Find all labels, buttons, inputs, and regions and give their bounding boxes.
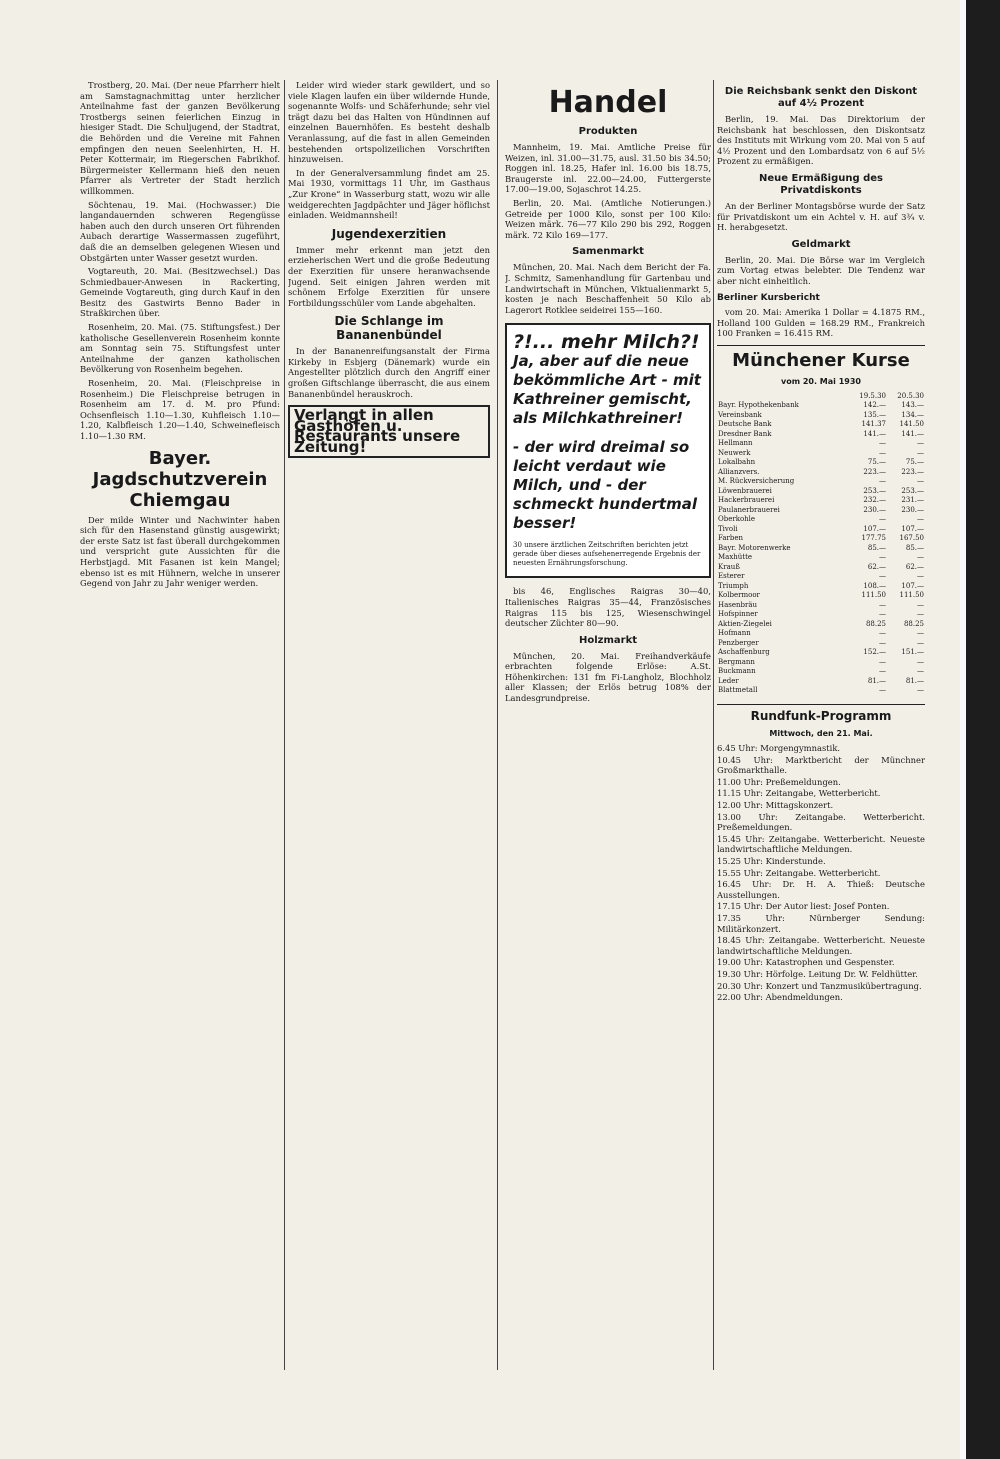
kurse-company: Bayr. Motorenwerke (718, 543, 791, 552)
kurse-company: Hasenbräu (718, 600, 758, 609)
kurse-value: — (879, 629, 886, 637)
article-generalversammlung: In der Generalversammlung findet am 25. Mai 1930, vormittags 11 Uhr, im Gasthaus „Zur Krone“ in Wasserburg statt, wozu wir alle weidgerechten Jagdpächter und Jäger höflichst einladen. Weidmannsheil! (288, 167, 490, 221)
kurse-value: — (879, 439, 886, 447)
heading-geldmarkt: Geldmarkt (791, 238, 851, 250)
kurse-value: 85.— (905, 543, 924, 552)
article-trostberg: Trostberg, 20. Mai. (Der neue Pfarrherr hielt am Samstagnachmittag unter herzlicher Anteilnahme fast der ganzen Bevölkerung Trostbergs seinen feierlichen Einzug in hiesiger Stadt. Die Schuljugend, der Stadtrat, die Behörden und die Vereine mit Fahnen empfingen den neuen Seelenhirten, H. H. Peter Kottermair, im Riegerschen Fabrikhof. Bürgermeister Kellermann hieß den neuen Pfarrer als Vertreter der Stadt herzlich willkommen. (80, 80, 280, 196)
article-privatdiskont: An der Berliner Montagsbörse wurde der Satz für Privatdiskont um ein Achtel v. H. auf 3¾ v. H. herabgesetzt. (717, 200, 925, 233)
kurse-value: 111.50 (899, 591, 924, 599)
kurse-row (717, 677, 925, 687)
kurse-company: Tivoli (718, 524, 738, 533)
rundfunk-item: 17.35 Uhr: Nürnberger Sendung: Militärkonzert. (717, 913, 925, 934)
kurse-value: 223.— (901, 467, 924, 476)
kurse-value: — (879, 667, 886, 675)
kurse-row (717, 439, 925, 449)
kurse-value: 107.— (901, 524, 924, 533)
article-jagdschutz: Der milde Winter und Nachwinter haben sich für den Hasenstand günstig ausgewirkt; der erste Satz ist fast überall durchgekommen und verspricht gute Aussichten für die Herbstjagd. Mit Fasanen ist kein Mangel; ebenso ist es mit Hühnern, welche in unserer Gegend von Jahr zu Jahr weniger werden. (80, 514, 280, 589)
kurse-value: 62.— (905, 562, 924, 571)
article-berlin-notierungen: Berlin, 20. Mai. (Amtliche Notierungen.) Getreide per 1000 Kilo, sonst per 100 Kilo: Weizen märk. 76—77 Kilo 290 bis 292, Roggen märk. 72 Kilo 169—177. (505, 197, 711, 240)
kurse-value: 223.— (863, 467, 886, 476)
kurse-row (717, 648, 925, 658)
ad-footnote: 30 unsere ärztlichen Zeitschriften berichten jetzt gerade über dieses aufsehenerregende Ergebnis der neuesten Ernährungsforschung. (513, 541, 701, 568)
column-3 (505, 80, 711, 1370)
kurse-value: — (917, 667, 924, 675)
kurse-value: — (879, 686, 886, 694)
kurse-row (717, 544, 925, 554)
kurse-row (717, 658, 925, 668)
kurse-company: Dresdner Bank (718, 429, 772, 438)
kurse-value: 141.— (863, 429, 886, 438)
rundfunk-list (717, 743, 925, 1003)
kurse-row (717, 430, 925, 440)
heading-muenchener-kurse: Münchener Kurse (717, 345, 925, 371)
kurse-company: Allianzvers. (718, 467, 760, 476)
rundfunk-item: 15.55 Uhr: Zeitangabe. Wetterbericht. (717, 867, 881, 878)
rundfunk-item: 11.15 Uhr: Zeitangabe, Wetterbericht. (717, 788, 881, 799)
article-rosenheim-fest: Rosenheim, 20. Mai. (75. Stiftungsfest.) Der katholische Gesellenverein Rosenheim konnte am Sonntag sein 75. Stiftungsfest unter Anteilnahme der ganzen katholischen Bevölkerung von Rosenheim begehen. (80, 322, 280, 375)
rundfunk-item: 20.30 Uhr: Konzert und Tanzmusikübertragung. (717, 980, 922, 991)
rundfunk-item: 22.00 Uhr: Abendmeldungen. (717, 992, 843, 1003)
column-1 (80, 80, 280, 1370)
kurse-value: 253.— (901, 486, 924, 495)
kurse-value: — (917, 600, 924, 609)
scan-edge (966, 0, 1000, 1459)
kurse-row (717, 458, 925, 468)
kurse-company: Vereinsbank (718, 410, 762, 419)
kurse-row (717, 401, 925, 411)
kurse-header-row (717, 392, 925, 402)
kurse-value: 152.— (863, 648, 886, 656)
column-rule (497, 80, 498, 1370)
subheading-kursbericht: Berliner Kursbericht (717, 292, 820, 303)
article-soechtenau: Söchtenau, 19. Mai. (Hochwasser.) Die langandauernden schweren Regengüsse haben auch den durch unseren Ort führenden Aubach derartige Wassermassen zugeführt, daß die an demselben gelegenen Wiesen und Obstgärten unter Wasser gesetzt wurden. (80, 199, 280, 263)
article-mannheim: Mannheim, 19. Mai. Amtliche Preise für Weizen, inl. 31.00—31.75, ausl. 31.50 bis 34.50; Roggen inl. 18.25, Hafer inl. 16.00 bis 18.75, Braugerste inl. 22.00—24.00, Futtergerste 17.00—19.00, Sojaschrot 14.25. (505, 142, 711, 195)
kurse-row (717, 506, 925, 516)
kurse-value: 85.— (867, 543, 886, 552)
kurse-value: — (917, 610, 924, 618)
kurse-value: — (917, 448, 924, 457)
kurse-company: Farben (718, 534, 744, 542)
kurse-value: 75.— (905, 458, 924, 466)
kurse-value: 141.50 (899, 420, 924, 428)
kurse-company: Bergmann (718, 657, 755, 666)
kurse-value: — (917, 657, 924, 666)
rundfunk-item: 12.00 Uhr: Mittagskonzert. (717, 800, 834, 811)
kurse-value: 142.— (863, 401, 886, 409)
ad-kathreiner (505, 323, 711, 578)
article-wildern: Leider wird wieder stark gewildert, und so viele Klagen laufen ein über wildernde Hunde, sogenannte Wolfs- und Schäferhunde; sehr viel trägt dazu bei das Halten von Hündinnen auf einzelnen Bauernhöfen. Es besteht deshalb Veranlassung, auf die fast in allen Gemeinden bestehenden ortspolizeilichen Vorschriften hinzuweisen. (288, 80, 490, 165)
kurse-value: — (917, 477, 924, 485)
rundfunk-item: 11.00 Uhr: Preßemeldungen. (717, 776, 841, 787)
kurse-row (717, 449, 925, 459)
kurse-row (717, 610, 925, 620)
kurse-company: Neuwerk (718, 448, 751, 457)
article-schlange: In der Bananenreifungsanstalt der Firma Kirkeby in Esbjerg (Dänemark) wurde ein Angestellter plötzlich durch den Angriff einer großen Giftschlange überrascht, die aus einem Bananenbündel herauskroch. (288, 346, 490, 399)
kurse-row (717, 534, 925, 544)
kurse-row (717, 667, 925, 677)
kurse-value: — (917, 686, 924, 694)
kurse-value: — (879, 515, 886, 523)
article-samenmarkt: München, 20. Mai. Nach dem Bericht der Fa. J. Schmitz, Samenhandlung für Gartenbau und Landwirtschaft in München, Viktualienmarkt 5, kosten je nach Beschaffenheit 50 Kilo ab Lagerort Rotklee seideirei 155—160. (505, 262, 711, 315)
article-reichsbank: Berlin, 19. Mai. Das Direktorium der Reichsbank hat beschlossen, den Diskontsatz des Instituts mit Wirkung vom 20. Mai von 5 auf 4½ Prozent und den Lombardsatz von 6 auf 5½ Prozent zu ermäßigen. (717, 114, 925, 167)
kurse-value: 134.— (901, 410, 924, 419)
kurse-row (717, 477, 925, 487)
subheading-samenmarkt: Samenmarkt (572, 246, 644, 258)
kurse-row (717, 487, 925, 497)
kurse-company: Penzberger (718, 638, 759, 647)
kurse-row (717, 515, 925, 525)
kurse-company: Bayr. Hypothekenbank (718, 401, 799, 409)
kurse-value: — (879, 572, 886, 580)
kurse-row (717, 553, 925, 563)
kurse-company: Hellmann (718, 439, 753, 447)
kurse-company: Buckmann (718, 667, 756, 675)
rundfunk-item: 15.45 Uhr: Zeitangabe. Wetterbericht. Neueste landwirtschaftliche Meldungen. (717, 833, 925, 855)
heading-jugendexerzitien: Jugendexerzitien (331, 226, 447, 241)
kurse-header: 20.5.30 (897, 391, 924, 400)
kurse-value: — (879, 657, 886, 666)
kurse-value: 88.25 (903, 619, 924, 628)
kurse-row (717, 639, 925, 649)
kurse-company: Esterer (718, 572, 745, 580)
kurse-row (717, 525, 925, 535)
ad-text: Ja, aber auf die neue bekömmliche Art - mit Kathreiner gemischt, als Milchkathreiner! (513, 352, 701, 428)
rundfunk-item: 16.45 Uhr: Dr. H. A. Thieß: Deutsche Ausstellungen. (717, 879, 925, 900)
column-rule (713, 80, 714, 1370)
kurse-value: 231.— (901, 496, 924, 504)
kurse-row (717, 629, 925, 639)
kurse-company: Paulanerbrauerei (718, 505, 780, 514)
ad-headline: ?!... mehr Milch?! (513, 331, 700, 354)
kurse-value: — (917, 638, 924, 647)
kurse-value: 253.— (863, 486, 886, 495)
kurse-row (717, 591, 925, 601)
kurse-value: 75.— (867, 458, 886, 466)
kurse-value: 232.— (863, 496, 886, 504)
heading-handel: Handel (548, 85, 668, 120)
kurse-row (717, 601, 925, 611)
article-rosenheim-fleisch: Rosenheim, 20. Mai. (Fleischpreise in Rosenheim.) Die Fleischpreise betrugen in Rosenheim am 17. d. M. pro Pfund: Ochsenfleisch 1.10—1.30, Kuhfleisch 1.10—1.20, Kalbfleisch 1.20—1.40, Schweinefleisch 1.10—1.30 RM. (80, 378, 280, 441)
kurse-value: — (879, 448, 886, 457)
kurse-value: 230.— (863, 505, 886, 514)
heading-schlange: Die Schlange im Bananenbündel (334, 314, 444, 343)
kurse-company: Oberkohle (718, 515, 756, 523)
rundfunk-item: 17.15 Uhr: Der Autor liest: Josef Ponten. (717, 901, 890, 912)
kurse-value: — (879, 610, 886, 618)
kurse-value: 167.50 (899, 534, 924, 542)
heading-reichsbank: Die Reichsbank senkt den Diskont auf 4½ Prozent (724, 86, 918, 109)
article-kursbericht: vom 20. Mai: Amerika 1 Dollar = 4.1875 RM., Holland 100 Gulden = 168.29 RM., Frankreich 100 Franken = 16.415 RM. (717, 307, 925, 339)
kurse-value: 111.50 (861, 591, 886, 599)
kurse-company: Blattmetall (718, 686, 758, 694)
kurse-value: — (917, 572, 924, 580)
rundfunk-date: Mittwoch, den 21. Mai. (769, 728, 873, 738)
kurse-value: — (879, 553, 886, 561)
kurse-company: Aktien-Ziegelei (718, 619, 772, 628)
rundfunk-item: 18.45 Uhr: Zeitangabe. Wetterbericht. Neueste landwirtschaftliche Meldungen. (717, 935, 925, 956)
kurse-header: 19.5.30 (859, 391, 886, 400)
kurse-value: — (917, 553, 924, 561)
kurse-company: Lokalbahn (718, 458, 756, 466)
kurse-value: 230.— (901, 505, 924, 514)
kurse-value: 151.— (901, 648, 924, 656)
column-rule (284, 80, 285, 1370)
column-4 (717, 80, 925, 1370)
kurse-value: — (917, 629, 924, 637)
article-jugendexerzitien: Immer mehr erkennt man jetzt den erzieherischen Wert und die große Bedeutung der Exerzitien für unsere heranwachsende Jugend. Seit einigen Jahren werden mit schönem Erfolge Exerzitien für unsere Fortbildungsschüler vom Lande abgehalten. (288, 244, 490, 308)
kurse-value: — (879, 600, 886, 609)
rundfunk-item: 6.45 Uhr: Morgengymnastik. (717, 743, 841, 754)
subheading-produkten: Produkten (578, 126, 638, 137)
ad-verlangt: Verlangt in allen Gasthöfen u. Restaurants unsere Zeitung! (288, 405, 490, 457)
kurse-value: 108.— (863, 581, 886, 590)
kurse-value: 62.— (867, 562, 886, 571)
kurse-value: — (917, 439, 924, 447)
kurse-row (717, 572, 925, 582)
kurse-row (717, 620, 925, 630)
rundfunk-item: 19.30 Uhr: Hörfolge. Leitung Dr. W. Feldhütter. (717, 968, 918, 979)
kurse-value: 177.75 (861, 534, 886, 542)
kurse-company: Hofmann (718, 629, 751, 637)
kurse-row (717, 563, 925, 573)
kurse-value: 141.— (901, 429, 924, 438)
kurse-row (717, 582, 925, 592)
kurse-value: — (917, 515, 924, 523)
rundfunk-item: 19.00 Uhr: Katastrophen und Gespenster. (717, 957, 895, 968)
article-samen-preise: bis 46, Englisches Raigras 30—40, Italienisches Raigras 35—44, Französisches Raigras 115 bis 125, Wiesenschwingel deutscher Züchter 80—90. (505, 586, 711, 629)
heading-rundfunk: Rundfunk-Programm (717, 704, 925, 723)
kurse-value: 81.— (867, 676, 886, 685)
kurse-value: — (879, 477, 886, 485)
kurse-row (717, 686, 925, 696)
rundfunk-item: 10.45 Uhr: Marktbericht der Münchner Großmarkthalle. (717, 754, 925, 776)
kurse-company: Löwenbrauerei (718, 486, 772, 495)
kurse-company: Triumph (718, 581, 749, 590)
heading-privatdiskont: Neue Ermäßigung des Privatdiskonts (758, 172, 883, 196)
kurse-company: Aschaffenburg (718, 648, 770, 656)
kurse-company: M. Rückversicherung (718, 477, 795, 485)
rundfunk-item: 15.25 Uhr: Kinderstunde. (717, 856, 826, 867)
kurse-value: 143.— (901, 401, 924, 409)
kurse-value: 81.— (905, 676, 924, 685)
article-vogtareuth: Vogtareuth, 20. Mai. (Besitzwechsel.) Das Schmiedbauer-Anwesen in Rackerting, Gemeinde Vogtareuth, ging durch Kauf in den Besitz des Gastwirts Benno Bader in Straßkirchen über. (80, 266, 280, 319)
ad-text: - der wird dreimal so leicht verdaut wie Milch, und - der schmeckt hundertmal besser! (513, 438, 697, 533)
kurse-value: — (879, 638, 886, 647)
kurse-date: vom 20. Mai 1930 (781, 376, 861, 386)
rundfunk-item: 13.00 Uhr: Zeitangabe. Wetterbericht. Preßemeldungen. (717, 811, 925, 833)
kurse-value: 107.— (863, 524, 886, 533)
kurse-row (717, 496, 925, 506)
kurse-company: Leder (718, 676, 739, 685)
article-geldmarkt: Berlin, 20. Mai. Die Börse war im Vergleich zum Vortag etwas belebter. Die Tendenz war aber nicht einheitlich. (717, 254, 925, 286)
kurse-company: Hofspinner (718, 610, 758, 618)
kurse-value: 107.— (901, 581, 924, 590)
column-2 (288, 80, 490, 1370)
article-holzmarkt: München, 20. Mai. Freihandverkäufe erbrachten folgende Erlöse: A.St. Höhenkirchen: 131 fm Fi-Langholz, Blochholz aller Klassen; der Erlös betrug 108% der Landesgrundpreise. (505, 650, 711, 704)
kurse-company: Hackerbrauerei (718, 496, 775, 504)
kurse-company: Maxhütte (718, 553, 753, 561)
kurse-company: Deutsche Bank (718, 420, 772, 428)
kurse-value: 135.— (863, 410, 886, 419)
kurse-table (717, 392, 925, 696)
kurse-row (717, 420, 925, 430)
subheading-holzmarkt: Holzmarkt (578, 634, 638, 646)
kurse-row (717, 468, 925, 478)
kurse-value: 141.37 (861, 420, 886, 428)
kurse-company: Krauß (718, 562, 740, 571)
kurse-company: Kolbermoor (718, 591, 760, 599)
kurse-value: 88.25 (865, 619, 886, 628)
kurse-row (717, 411, 925, 421)
heading-jagdschutzverein: Bayer. Jagdschutzverein Chiemgau (92, 447, 268, 511)
